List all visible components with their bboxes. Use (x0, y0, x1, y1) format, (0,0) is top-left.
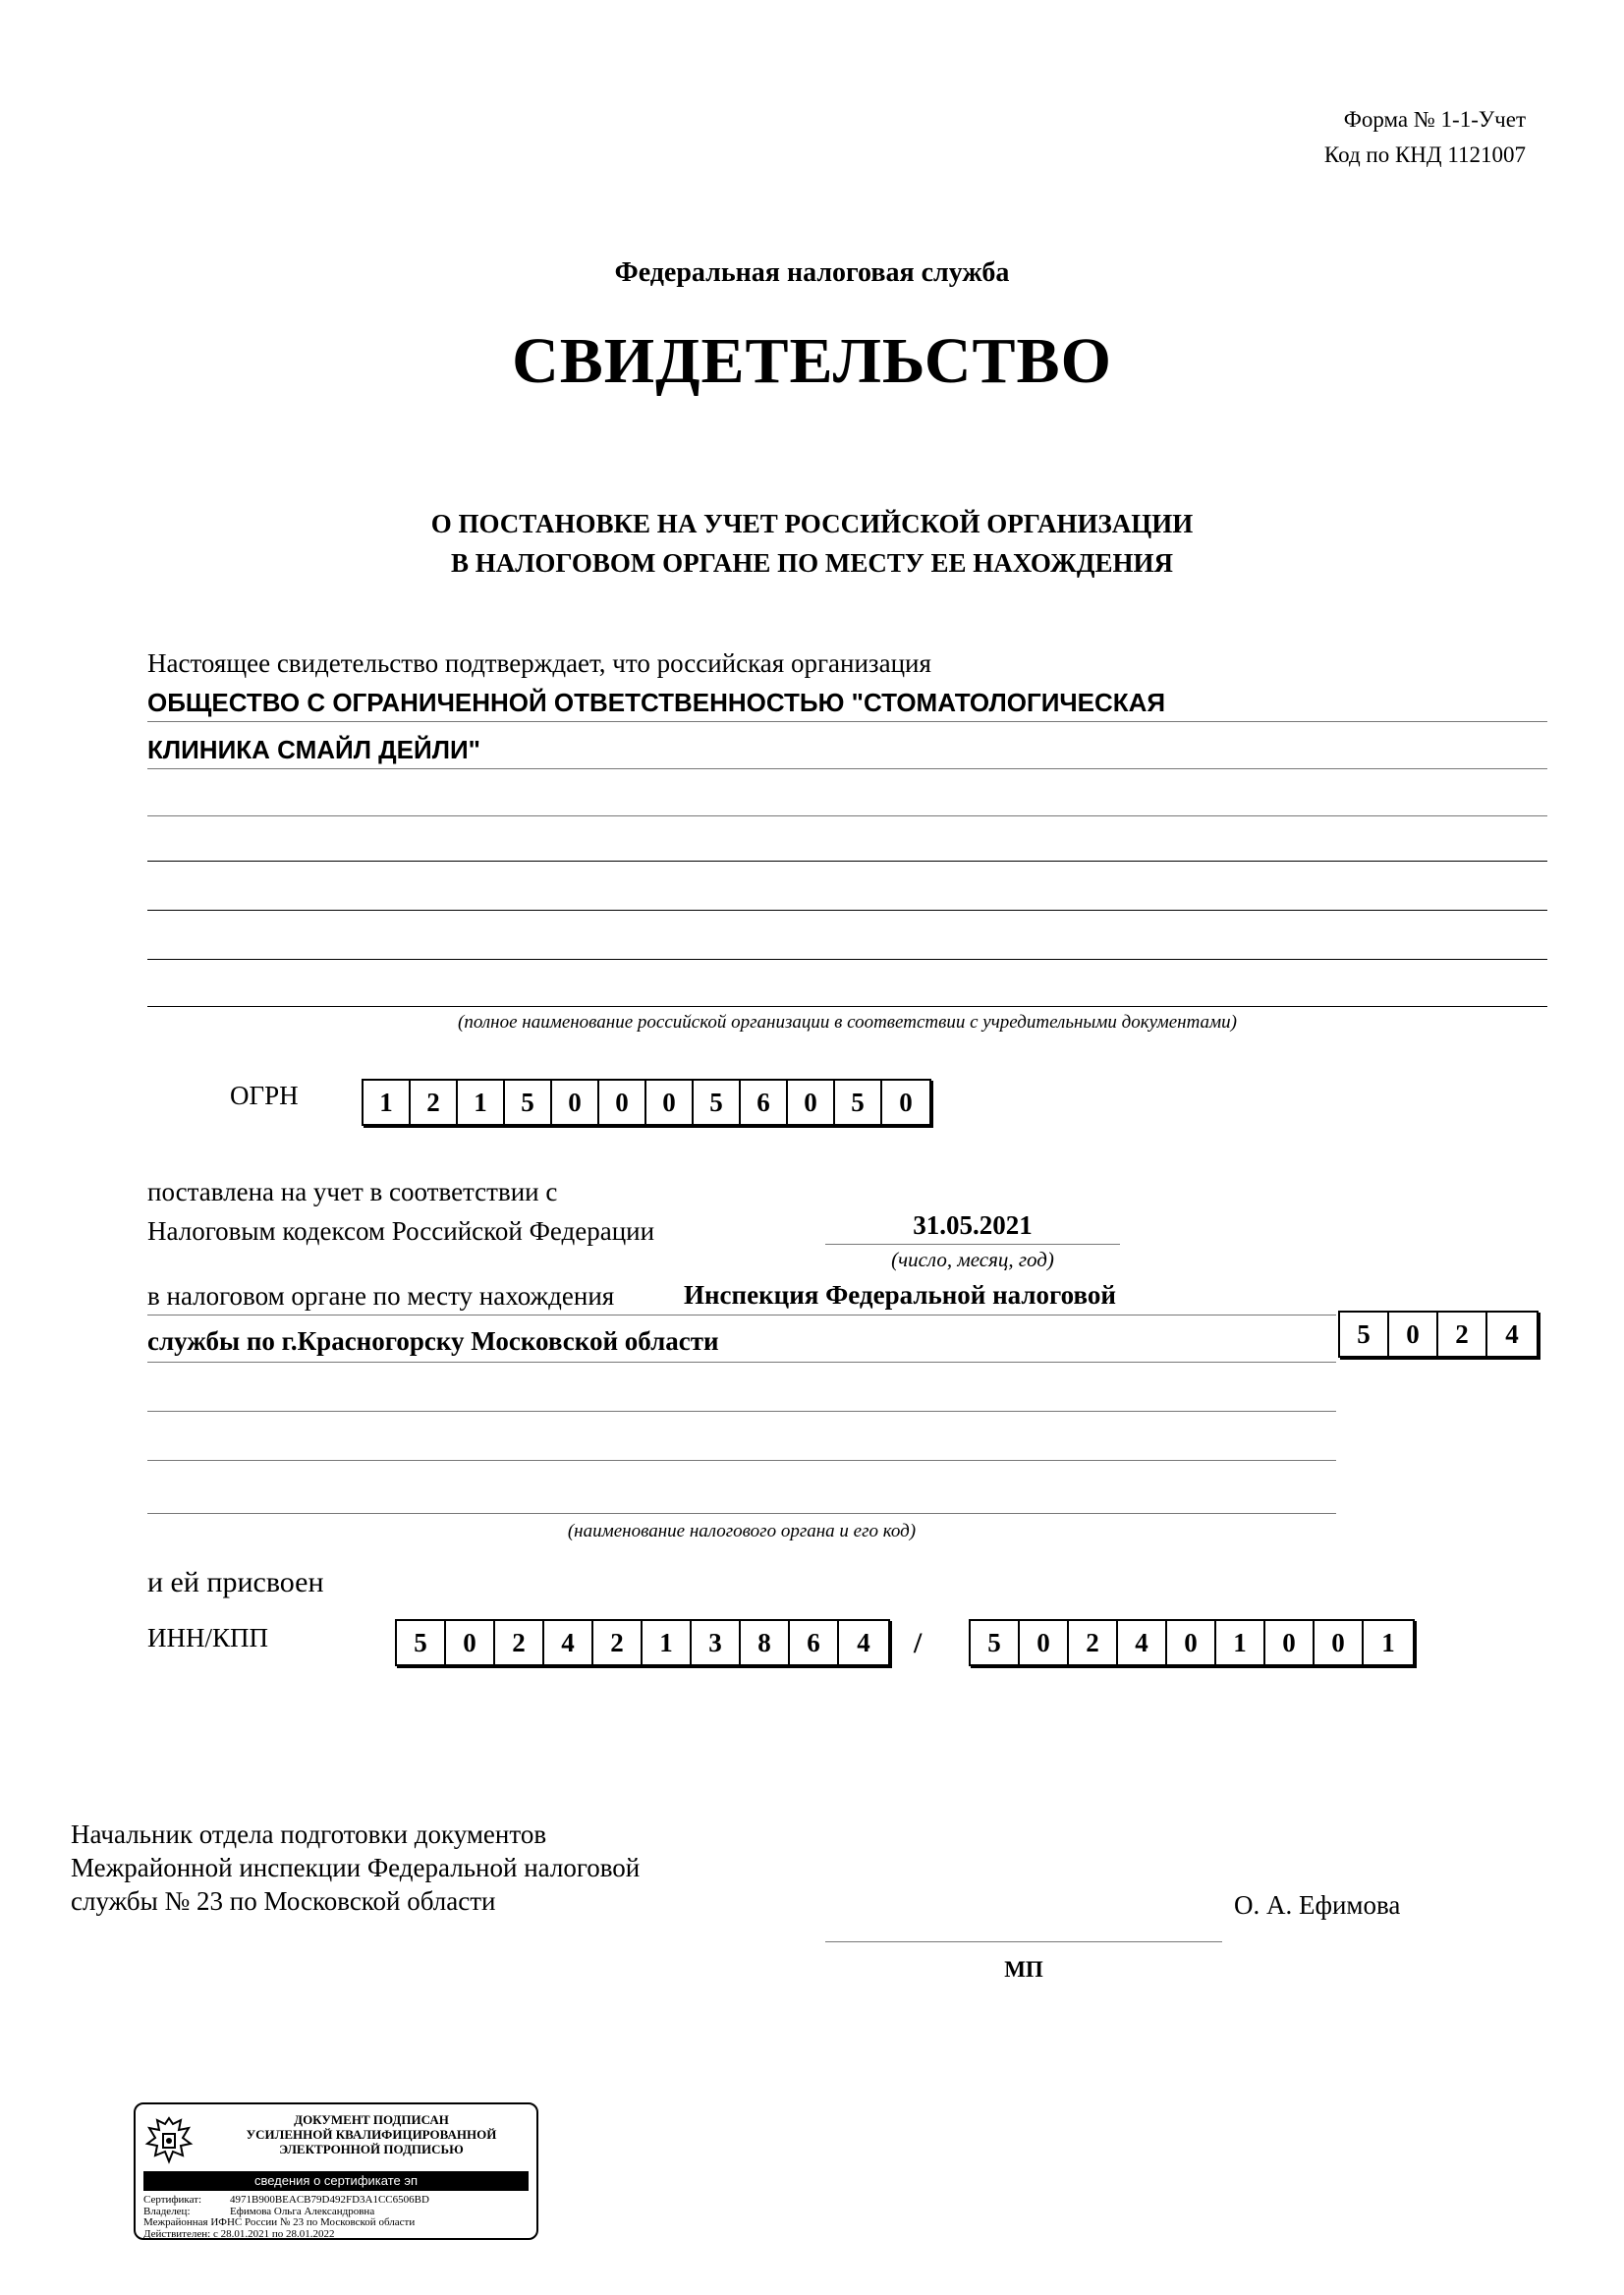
esign-details (143, 2195, 429, 2240)
kpp-digit: 1 (1216, 1621, 1265, 1664)
signatory-line2: Межрайонной инспекции Федеральной налоговой (71, 1853, 641, 1882)
ogrn-digit: 1 (364, 1081, 411, 1124)
intro-text: Настоящее свидетельство подтверждает, что российская организация (147, 648, 931, 678)
ogrn-digit: 0 (899, 1087, 913, 1117)
tax-code-digit: 0 (1389, 1313, 1438, 1356)
esign-owner-label: Владелец: (143, 2205, 191, 2217)
esign-title (214, 2112, 529, 2156)
signatory-name: О. А. Ефимова (1234, 1890, 1401, 1920)
kpp-digit: 0 (1315, 1621, 1364, 1664)
ogrn-digit: 0 (788, 1081, 835, 1124)
ogrn-label: ОГРН (230, 1081, 299, 1110)
inn-digit: 2 (593, 1621, 643, 1664)
esign-issuer-row: Межрайонная ИФНС России № 23 по Московской области (143, 2216, 416, 2228)
ogrn-digit: 0 (599, 1081, 646, 1124)
esign-title-line2: УСИЛЕННОЙ КВАЛИФИЦИРОВАННОЙ (246, 2127, 497, 2142)
subtitle-line2: В НАЛОГОВОМ ОРГАНЕ ПО МЕСТУ ЕЕ НАХОЖДЕНИЯ (451, 548, 1173, 578)
esign-title-line3: ЭЛЕКТРОННОЙ ПОДПИСЬЮ (279, 2142, 464, 2156)
org-name-underline-5 (147, 910, 1547, 911)
tax-authority-line1: Инспекция Федеральной налоговой (684, 1280, 1116, 1310)
tax-authority-caption: (наименование налогового органа и его код) (567, 1521, 917, 1541)
kpp-digit: 5 (971, 1621, 1020, 1664)
registered-text-line1: поставлена на учет в соответствии с (147, 1177, 558, 1206)
kpp-digit: 4 (1118, 1621, 1167, 1664)
assigned-text: и ей присвоен (147, 1566, 324, 1598)
tax-underline-3 (147, 1411, 1336, 1412)
esign-owner-value: Ефимова Ольга Александровна (230, 2205, 375, 2217)
org-name-caption: (полное наименование российской организации в соответствии с учредительными документами) (458, 1012, 1237, 1033)
date-caption: (число, месяц, год) (891, 1248, 1054, 1271)
tax-underline-4 (147, 1460, 1336, 1461)
kpp-digit: 2 (1069, 1621, 1118, 1664)
esign-valid-value: с 28.01.2021 по 28.01.2022 (212, 2227, 335, 2240)
org-name-line2: КЛИНИКА СМАЙЛ ДЕЙЛИ" (147, 735, 480, 764)
tax-code-digit: 4 (1505, 1318, 1519, 1349)
subtitle-line1: О ПОСТАНОВКЕ НА УЧЕТ РОССИЙСКОЙ ОРГАНИЗАЦИИ (430, 509, 1194, 538)
inn-digit: 4 (857, 1627, 870, 1657)
inn-digit: 3 (692, 1621, 741, 1664)
kpp-digit: 0 (1167, 1621, 1216, 1664)
inn-digit: 8 (741, 1621, 790, 1664)
signature-line (825, 1941, 1222, 1942)
inn-digit: 1 (643, 1621, 692, 1664)
org-name-underline-6 (147, 959, 1547, 960)
inn-boxes (395, 1619, 890, 1666)
esign-valid-label: Действителен: (143, 2227, 211, 2240)
inn-digit: 0 (446, 1621, 495, 1664)
inn-digit: 4 (544, 1621, 593, 1664)
date-underline (825, 1244, 1120, 1245)
tax-code-digit: 5 (1340, 1313, 1389, 1356)
ogrn-digit: 6 (741, 1081, 788, 1124)
ogrn-digit: 5 (835, 1081, 882, 1124)
inn-digit: 2 (495, 1621, 544, 1664)
signatory-line3: службы № 23 по Московской области (71, 1886, 496, 1916)
esign-title-line1: ДОКУМЕНТ ПОДПИСАН (294, 2112, 449, 2127)
org-name-underline-7 (147, 1006, 1547, 1007)
esign-stamp (134, 2102, 538, 2240)
ogrn-boxes (362, 1079, 931, 1126)
ogrn-digit: 0 (552, 1081, 599, 1124)
inn-digit: 6 (790, 1621, 839, 1664)
kpp-boxes (969, 1619, 1415, 1666)
ogrn-digit: 1 (458, 1081, 505, 1124)
tax-authority-line2: службы по г.Красногорску Московской области (147, 1326, 719, 1356)
inn-digit: 5 (397, 1621, 446, 1664)
tax-underline-5 (147, 1513, 1336, 1514)
coat-of-arms-icon (143, 2112, 195, 2167)
tax-authority-prefix: в налоговом органе по месту нахождения (147, 1281, 615, 1311)
esign-certificate-label: Сертификат: (143, 2194, 202, 2206)
esign-certificate-value: 4971B900BEACB79D492FD3A1CC6506BD (230, 2194, 429, 2206)
ogrn-digit: 5 (505, 1081, 552, 1124)
signatory-line1: Начальник отдела подготовки документов (71, 1819, 547, 1849)
inn-kpp-slash: / (914, 1627, 923, 1659)
kpp-digit: 0 (1020, 1621, 1069, 1664)
kpp-digit: 1 (1381, 1627, 1395, 1657)
tax-authority-code-boxes (1338, 1311, 1539, 1358)
org-name-underline-1 (147, 721, 1547, 722)
kpp-digit: 0 (1265, 1621, 1315, 1664)
registered-text-line2: Налоговым кодексом Российской Федерации (147, 1216, 655, 1246)
org-name-underline-2 (147, 768, 1547, 769)
inn-kpp-label: ИНН/КПП (147, 1623, 269, 1652)
ogrn-digit: 5 (694, 1081, 741, 1124)
knd-code: Код по КНД 1121007 (1323, 142, 1526, 167)
ogrn-digit: 0 (646, 1081, 694, 1124)
esign-bar: сведения о сертификате эп (143, 2171, 529, 2191)
service-name: Федеральная налоговая служба (614, 257, 1010, 288)
registration-date: 31.05.2021 (913, 1210, 1033, 1240)
esign-valid-row (143, 2229, 429, 2241)
seal-label: МП (1004, 1957, 1043, 1982)
org-name-underline-4 (147, 861, 1547, 862)
org-name-line1: ОБЩЕСТВО С ОГРАНИЧЕННОЙ ОТВЕТСТВЕННОСТЬЮ "СТОМАТОЛОГИЧЕСКАЯ (147, 688, 1166, 717)
tax-code-digit: 2 (1438, 1313, 1487, 1356)
tax-underline-2 (147, 1362, 1336, 1363)
org-name-underline-3 (147, 815, 1547, 816)
form-number: Форма № 1-1-Учет (1343, 107, 1526, 132)
ogrn-digit: 2 (411, 1081, 458, 1124)
document-title: СВИДЕТЕЛЬСТВО (512, 325, 1112, 397)
